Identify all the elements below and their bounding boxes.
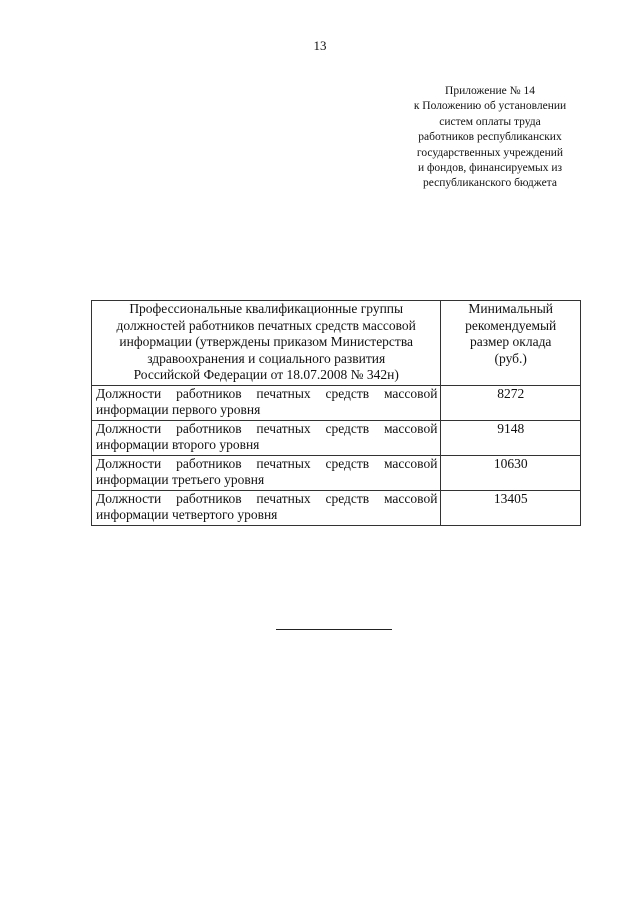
- table-row: [92, 420, 581, 455]
- header-line: (руб.): [494, 350, 527, 366]
- header-line: должностей работников печатных средств массовой: [116, 317, 416, 333]
- salary-cell: 13405: [441, 490, 581, 525]
- salary-cell: 10630: [441, 455, 581, 490]
- header-line: здравоохранения и социального развития: [147, 350, 386, 366]
- table-row: [92, 455, 581, 490]
- appendix-line: к Положению об установлении: [413, 100, 567, 113]
- salary-cell: 8272: [441, 385, 581, 420]
- appendix-line: республиканского бюджета: [423, 177, 557, 190]
- appendix-line: Приложение № 14: [445, 85, 535, 97]
- header-line: рекомендуемый: [465, 317, 557, 333]
- appendix-line: работников республиканских: [418, 131, 562, 144]
- header-line: Минимальный: [468, 301, 554, 316]
- appendix-note: [385, 84, 595, 192]
- header-min-salary: [441, 301, 581, 386]
- position-group-cell: Должности работников печатных средств массовой информации второго уровня: [92, 420, 441, 455]
- appendix-line: государственных учреждений: [416, 146, 564, 159]
- header-line: размер оклада: [469, 334, 552, 349]
- header-line: информации (утверждены приказом Министерства: [119, 334, 414, 349]
- appendix-line: и фондов, финансируемых из: [417, 162, 563, 175]
- page-number: 13: [313, 38, 327, 53]
- table-row: [92, 385, 581, 420]
- header-line: Российской Федерации от 18.07.2008 № 342н): [133, 367, 399, 382]
- end-separator-line: [276, 629, 392, 630]
- table-row: [92, 490, 581, 525]
- position-group-cell: Должности работников печатных средств массовой информации первого уровня: [92, 385, 441, 420]
- salary-cell: 9148: [441, 420, 581, 455]
- header-line: Профессиональные квалификационные группы: [129, 301, 404, 316]
- table-header-row: [92, 301, 581, 386]
- position-group-cell: Должности работников печатных средств массовой информации четвертого уровня: [92, 490, 441, 525]
- header-qualification-groups: [92, 301, 441, 386]
- position-group-cell: Должности работников печатных средств массовой информации третьего уровня: [92, 455, 441, 490]
- salary-table: [91, 300, 581, 526]
- appendix-line: систем оплаты труда: [439, 115, 541, 128]
